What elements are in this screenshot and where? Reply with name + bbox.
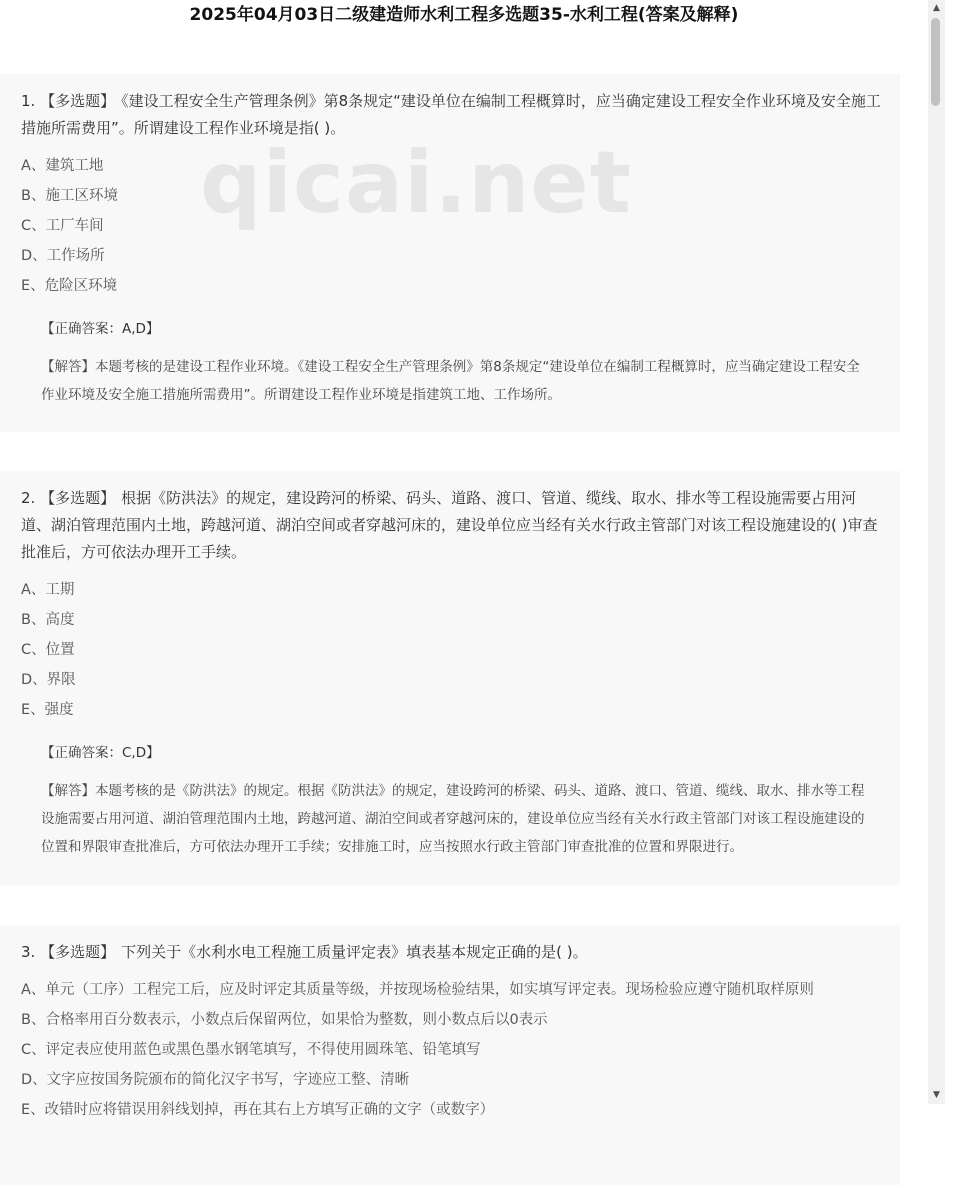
option-c: C、工厂车间 [21, 218, 104, 234]
answer-block [21, 319, 886, 409]
explanation: 【解答】本题考核的是建设工程作业环境。《建设工程安全生产管理条例》第8条规定“建设单位在编制工程概算时，应当确定建设工程安全作业环境及安全施工措施所需费用”。所谓建设工程作业环境是指建筑工地、工作场所。 [41, 359, 860, 403]
answer-block [21, 743, 886, 861]
option-b: B、合格率用百分数表示，小数点后保留两位，如果恰为整数，则小数点后以0表示 [21, 1012, 548, 1028]
option-list [21, 575, 886, 725]
question-card-3 [0, 925, 900, 1185]
correct-answer: 【正确答案：C,D】 [41, 745, 160, 761]
question-text: 《建设工程安全生产管理条例》第8条规定“建设单位在编制工程概算时，应当确定建设工程安全作业环境及安全施工措施所需费用”。所谓建设工程作业环境是指( )。 [21, 92, 881, 137]
option-list [21, 975, 886, 1125]
option-c: C、位置 [21, 642, 75, 658]
question-text: 下列关于《水利水电工程施工质量评定表》填表基本规定正确的是( )。 [121, 943, 588, 961]
option-e: E、改错时应将错误用斜线划掉，再在其右上方填写正确的文字（或数字） [21, 1102, 495, 1118]
option-d: D、文字应按国务院颁布的简化汉字书写，字迹应工整、清晰 [21, 1072, 410, 1088]
question-number: 3. [21, 943, 36, 961]
option-b: B、施工区环境 [21, 188, 118, 204]
question-type: 【多选题】 [40, 92, 116, 110]
option-a: A、建筑工地 [21, 158, 104, 174]
option-a: A、工期 [21, 582, 75, 598]
correct-answer: 【正确答案：A,D】 [41, 321, 160, 337]
option-e: E、强度 [21, 702, 74, 718]
scroll-down-arrow-icon[interactable]: ▼ [933, 1090, 940, 1100]
option-b: B、高度 [21, 612, 75, 628]
explanation: 【解答】本题考核的是《防洪法》的规定。根据《防洪法》的规定，建设跨河的桥梁、码头、道路、渡口、管道、缆线、取水、排水等工程设施需要占用河道、湖泊管理范围内土地，跨越河道、湖泊空间或者穿越河床的，建设单位应当经有关水行政主管部门对该工程设施建设的位置和界限审查批准后，方可依法办理开工手续；安排施工时，应当按照水行政主管部门审查批准的位置和界限进行。 [41, 783, 865, 855]
page-title: 2025年04月03日二级建造师水利工程多选题35-水利工程(答案及解释) [189, 5, 739, 25]
question-text: 根据《防洪法》的规定，建设跨河的桥梁、码头、道路、渡口、管道、缆线、取水、排水等工程设施需要占用河道、湖泊管理范围内土地，跨越河道、湖泊空间或者穿越河床的，建设单位应当经有关水行政主管部门对该工程设施建设的( )审查批准后，方可依法办理开工手续。 [21, 489, 878, 561]
option-e: E、危险区环境 [21, 278, 118, 294]
vertical-scrollbar[interactable] [928, 0, 945, 1104]
question-number: 1. [21, 92, 36, 110]
question-type: 【多选题】 [40, 489, 116, 507]
question-stem [21, 485, 886, 566]
question-stem [21, 939, 886, 966]
watermark: qicai.net [200, 133, 632, 233]
question-number: 2. [21, 489, 36, 507]
scrollbar-thumb[interactable] [931, 18, 940, 106]
option-c: C、评定表应使用蓝色或黑色墨水钢笔填写，不得使用圆珠笔、铅笔填写 [21, 1042, 481, 1058]
option-d: D、工作场所 [21, 248, 105, 264]
question-stem [21, 88, 886, 142]
option-a: A、单元（工序）工程完工后，应及时评定其质量等级，并按现场检验结果，如实填写评定表。现场检验应遵守随机取样原则 [21, 982, 814, 998]
scroll-up-arrow-icon[interactable]: ▲ [933, 3, 940, 13]
question-type: 【多选题】 [40, 943, 116, 961]
question-card-1 [0, 74, 900, 432]
question-card-2 [0, 471, 900, 885]
option-list [21, 151, 886, 301]
option-d: D、界限 [21, 672, 76, 688]
